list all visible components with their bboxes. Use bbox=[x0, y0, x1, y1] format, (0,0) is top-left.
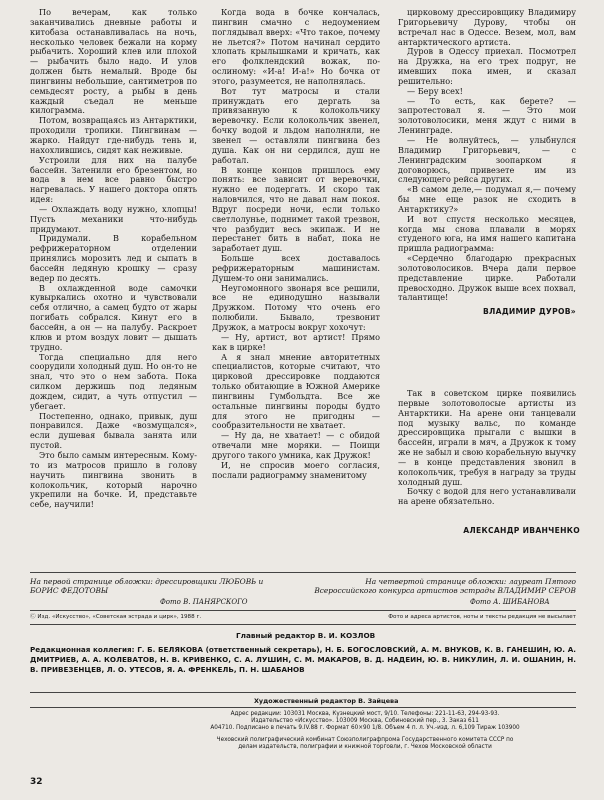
copyright-line: Ⓒ Изд. «Искусство», «Советская эстрада и цирк», 1988 г. bbox=[30, 614, 202, 620]
editorial-address: Адрес редакции: 103031 Москва, Кузнецкий мост, 9/10. Телефоны: 221-11-63, 294-93-93. bbox=[230, 711, 500, 717]
divider bbox=[30, 572, 576, 573]
paragraph: Вот тут матросы и стали принуждать его дергать за привязанную к колокольчику веревочку. Если колокольчик звенел, бочку водой и льдом наполняли, не звенел — оставляли пингвина без душа. Как он ни сердился, душ не работал. bbox=[212, 85, 380, 165]
paragraph: цирковому дрессировщику Владимиру Григорьевичу Дурову, чтобы он встречал нас в Одессе. Везем, мол, вам антарктического артиста. bbox=[398, 7, 576, 47]
divider bbox=[30, 692, 576, 693]
article-column-3-ending bbox=[398, 389, 576, 507]
paragraph: «Сердечно благодарю прекрасных золотоволосиков. Вчера дали первое представление цирке. Работали превосходно. Дружок выше всех похвал, талантище! bbox=[398, 253, 576, 303]
divider bbox=[30, 610, 576, 611]
author-signature: АЛЕКСАНДР ИВАНЧЕНКО bbox=[463, 526, 580, 535]
paragraph: Бочку с водой для него устанавливали на арене обязательно. bbox=[398, 486, 576, 507]
article-column-3 bbox=[398, 8, 576, 317]
paragraph: Дуров в Одессу приехал. Посмотрел на Дружка, на его трех подруг, не имевших пока имен, и сказал решительно: bbox=[398, 46, 576, 86]
paragraph: Когда вода в бочке кончалась, пингвин смачно с недоумением поглядывал вверх: «Что такое, почему не льется?» Потом начинал сердито хлопать крылышками и кричать, как его фолклендский вожак, по-ослиному: «И-а! И-а!» Но бочка от этого, разумеется, не наполнялась. bbox=[212, 7, 380, 86]
art-editor: Художественный редактор В. Зайцева bbox=[254, 697, 399, 705]
paragraph: В конце концов пришлось ему понять: все зависит от веревочки, нужно ее подергать. И скоро так наловчился, что не давал нам покоя. Вдруг посреди ночи, если только светлолунье, поднимет такой трезвон, что разбудит весь экипаж. И не перестанет бить в набат, пока не заработает душ. bbox=[212, 164, 380, 254]
editorial-board: Редакционная коллегия: Г. Б. БЕЛЯКОВА (ответственный секретарь), Н. Б. БОГОСЛОВСКИЙ, А. М. ВНУКОВ, К. В. ГАНЕШИН, Ю. А. ДМИТРИЕВ, А. А. КОЛЕВАТОВ, Н. В. КРИВЕНКО, С. А. ЛУШИН, С. М. МАКАРОВ, В. Д. НАДЕИН, Ю. В. НИКУЛИН, Л. И. ОШАНИН, Н. В. ПРИВЕЗЕНЦЕВ, Л. О. УТЕСОВ, Я. А. ФРЕНКЕЛЬ, П. Н. ШАБАНОВ bbox=[30, 645, 576, 674]
paragraph: — Ну да, не хватает! — с обидой отвечали мне моряки. — Поищи другого такого умника, как Дружок! bbox=[212, 430, 380, 460]
paragraph: Постепенно, однако, привык, душ понравился. Даже «возмущался», если душевая бывала занята или пустой. bbox=[30, 410, 197, 451]
paragraph: Больше всех доставалось рефрижераторным машинистам. Душем-то они занимались. bbox=[212, 253, 380, 283]
signature-durov: ВЛАДИМИР ДУРОВ» bbox=[482, 307, 576, 317]
paragraph: И, не спросив моего согласия, послали радиограмму знаменитому bbox=[212, 459, 380, 480]
front-photo-credit: Фото В. ПАНЯРСКОГО bbox=[160, 598, 248, 606]
paragraph: В охлажденной воде самочки кувыркались охотно и чувствовали себя отлично, а самец будто от жары погибать собрался. Кинут его в бассейн, а он — на палубу. Раскроет клюв и ртом воздух ловит — дышать трудно. bbox=[30, 282, 197, 352]
back-photo-credit: Фото А. ШИБАНОВА bbox=[470, 598, 550, 606]
paragraph: Тогда специально для него соорудили холодный душ. Но он-то не знал, что это о нем забота. Пока силком держишь под ледяным дождем, сидит, а чуть отпустил — убегает. bbox=[30, 351, 197, 411]
paragraph: Придумали. В корабельном рефрижераторном отделении принялись морозить лед и сыпать в бассейн ледяную крошку — сразу ведер по десять. bbox=[30, 233, 197, 283]
article-column-1 bbox=[30, 8, 197, 510]
paragraph: Неугомонного звонаря все решили, все не единодушно называли Дружком. Потому что очень его полюбили. Бывало, трезвонит Дружок, а матросы вокруг хохочут: bbox=[212, 282, 380, 332]
paragraph: — Не волнуйтесь, — улыбнулся Владимир Григорьевич, — с Ленинградским зоопарком я договорюсь, привезете им из следующего рейса других. bbox=[398, 134, 576, 185]
paragraph: — То есть, как берете? — запротестовал я. — Это мои золотоволосики, меня ждут с ними в Ленинграде. bbox=[398, 95, 576, 136]
paragraph: Это было самым интересным. Кому-то из матросов пришло в голову научить пингвина звонить в колокольчик, который нарочно укрепили на бочке. И, представьте себе, научили! bbox=[30, 449, 197, 510]
page-number: 32 bbox=[30, 777, 43, 787]
editorial-notice: Фото и адреса артистов, ноты и тексты редакция не высылает bbox=[388, 614, 576, 620]
paragraph: По вечерам, как только заканчивались дневные работы и китобаза останавливалась на ночь, несколько человек бежали на корму рыбачить. Хороший клев или плохой — рыбачить было надо. И улов должен быть немалый. Вроде бы пингвины небольшие, сантиметров по семьдесят росту, а рыбы в день каждый съедал не меньше килограмма. bbox=[30, 7, 197, 116]
paragraph: Так в советском цирке появились первые золотоволосые артисты из Антарктики. На арене они танцевали под музыку вальс, по команде дрессировщика прыгали с вышки в бассейн, играли в мяч, а Дружок к тому же не забыл и свою корабельную выучку — в конце представления звонил в колокольчик, требуя в награду за труды холодный душ. bbox=[398, 388, 576, 487]
back-cover-caption: На четвертой странице обложки: лауреат Пятого Всероссийского конкурса артистов эстрады ВЛАДИМИР СЕРОВ bbox=[314, 577, 576, 595]
printing-house: Чеховский полиграфический комбинат Союзполиграфпрома Государственного комитета СССР по делам издательств, полиграфии и книжной торговли, г. Чехов Московской области bbox=[216, 737, 514, 750]
divider bbox=[30, 707, 576, 708]
paragraph: — Охлаждать воду нужно, хлопцы! Пусть механики что-нибудь придумают. bbox=[30, 203, 197, 234]
print-details: А04710. Подписано в печать 9.IV.88 г. Формат 60×90 1/8. Объем 4 п. л. Уч.-изд. л. 6,109 Тираж 103900 bbox=[210, 725, 520, 731]
paragraph: — Ну, артист, вот артист! Прямо как в цирке! bbox=[212, 331, 380, 352]
article-column-2 bbox=[212, 8, 380, 481]
paragraph: А я знал мнение авторитетных специалистов, которые считают, что цирковой дрессировке поддаются только обитающие в Южной Америке пингвины Гумбольдта. Все же остальные пингвины породы будто для этого не пригодны — сообразительности не хватает. bbox=[212, 351, 380, 431]
front-cover-caption: На первой странице обложки: дрессировщики ЛЮБОВЬ и БОРИС ФЕДОТОВЫ bbox=[30, 577, 264, 595]
paragraph: И вот спустя несколько месяцев, когда мы снова плавали в морях студеного юга, на имя нашего капитана пришла радиограмма: bbox=[398, 213, 576, 254]
paragraph: «В самом деле,— подумал я,— почему бы мне еще разок не сходить в Антарктику?» bbox=[398, 184, 576, 214]
paragraph: Устроили для них на палубе бассейн. Затенили его брезентом, но вода в нем все равно быстро нагревалась. У нашего доктора опять идея: bbox=[30, 154, 197, 205]
paragraph: Потом, возвращаясь из Антарктики, проходили тропики. Пингвинам — жарко. Найдут где-нибудь тень и, нахохлившись, сидят как неживые. bbox=[30, 115, 197, 155]
paragraph: — Беру всех! bbox=[407, 85, 463, 96]
chief-editor: Главный редактор В. И. КОЗЛОВ bbox=[236, 631, 376, 640]
publisher-address: Издательство «Искусство». 103009 Москва, Собиновский пер., 3. Заказ 611 bbox=[251, 718, 479, 724]
divider bbox=[30, 624, 576, 625]
